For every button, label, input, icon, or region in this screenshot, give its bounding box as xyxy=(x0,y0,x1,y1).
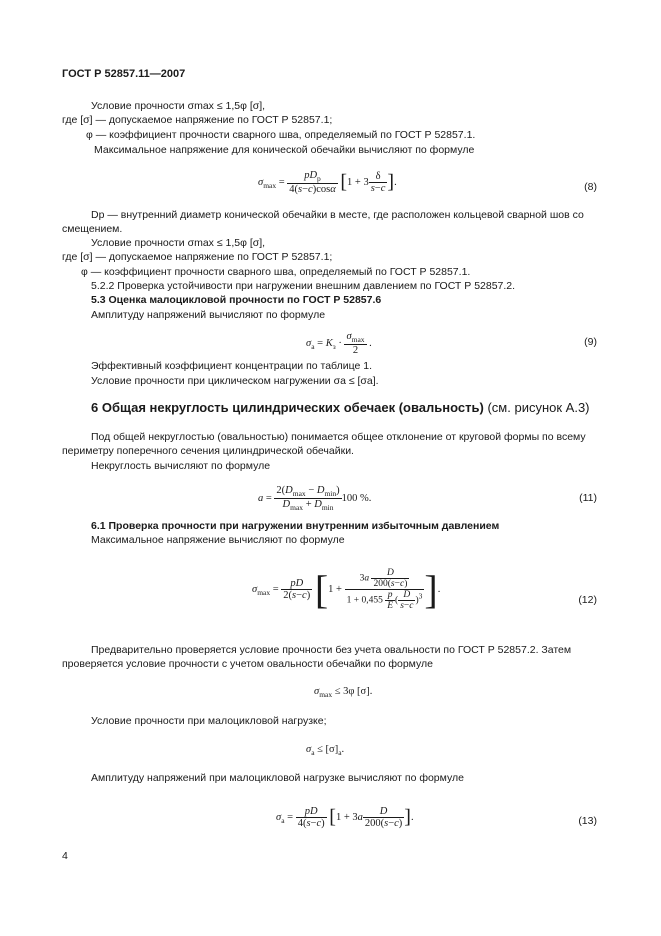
formula-13: $\sigma_a$ = $\frac{pD}{4(s-c)}$ [1 + 3a $\frac{D}{200(s-c)}$ ]. xyxy=(276,806,414,829)
section-6-title: 6 Общая некруглость цилиндрических обечаек (овальность) xyxy=(91,400,484,415)
max-stress-intro: Максимальное напряжение вычисляют по формуле xyxy=(91,534,345,546)
where-allowable-stress-2: где [σ] — допускаемое напряжение по ГОСТ Р 52857.1; xyxy=(62,251,333,263)
section-6-figure-reference: (см. рисунок А.3) xyxy=(487,400,590,415)
formula-12: $\sigma_{max}$ = $\frac{pD}{2(s-c)}$ [1 + 3a $\frac{D}{200(s-c)}$ 1 + 0,455 $\frac{p}{E}$ ( $\frac{D}{s-c}$ )$^3$ ]. xyxy=(252,567,441,612)
conical-max-stress-intro: Максимальное напряжение для конической обечайки вычисляют по формуле xyxy=(94,144,475,156)
equation-number-12: (12) xyxy=(578,594,597,606)
page-number: 4 xyxy=(62,850,68,862)
equation-number-9: (9) xyxy=(584,336,597,348)
concentration-factor-note: Эффективный коэффициент концентрации по таблице 1. xyxy=(91,360,373,372)
formula-8: $\sigma_{max}$ = $\frac{pD_р}{4(s-c)\cos\alpha}$ [1 + 3 $\frac{\delta}{s-c}$ ]. xyxy=(258,170,397,196)
clause-5-2-2: 5.2.2 Проверка устойчивости при нагружении внешним давлением по ГОСТ Р 52857.2. xyxy=(91,280,516,292)
condition-max-stress: $\sigma_{max} \le 3\varphi$ [σ]. xyxy=(314,686,373,700)
preliminary-check-text-continued: проверяется условие прочности с учетом овальности обечайки по формуле xyxy=(62,658,433,670)
ovality-definition-continued: периметру поперечного сечения цилиндрической обечайки. xyxy=(62,445,354,457)
section-6-heading xyxy=(91,400,590,415)
low-cycle-amplitude-intro: Амплитуду напряжений при малоцикловой нагрузке вычисляют по формуле xyxy=(91,772,464,784)
document-code-header: ГОСТ Р 52857.11—2007 xyxy=(62,68,186,80)
equation-number-11: (11) xyxy=(579,492,597,504)
weld-coefficient-1: φ — коэффициент прочности сварного шва, определяемый по ГОСТ Р 52857.1. xyxy=(86,129,476,141)
formula-9: $\sigma_а = K_з$ · $\frac{\sigma_{max}}{2}$ . xyxy=(306,331,372,357)
weld-coefficient-2: φ — коэффициент прочности сварного шва, определяемый по ГОСТ Р 52857.1. xyxy=(81,266,471,278)
formula-11: a = $\frac{2(D_{max} - D_{min})}{D_{max} + D_{min}}$ 100 %. xyxy=(258,485,372,513)
clause-6-1-heading: 6.1 Проверка прочности при нагружении внутренним избыточным давлением xyxy=(91,520,500,532)
preliminary-check-text: Предварительно проверяется условие прочности без учета овальности по ГОСТ Р 52857.2. Затем xyxy=(91,644,572,656)
low-cycle-strength-condition: Условие прочности при малоцикловой нагрузке; xyxy=(91,715,327,727)
ovality-formula-intro: Некруглость вычисляют по формуле xyxy=(91,460,271,472)
ovality-definition: Под общей некруглостью (овальностью) понимается общее отклонение от круговой формы по всему xyxy=(91,431,586,443)
condition-amplitude-stress: $\sigma_a \le [\sigma]_a$. xyxy=(306,744,345,758)
dp-definition-continued: смещением. xyxy=(62,223,123,235)
amplitude-intro: Амплитуду напряжений вычисляют по формуле xyxy=(91,309,326,321)
clause-5-3-heading: 5.3 Оценка малоцикловой прочности по ГОСТ Р 52857.6 xyxy=(91,294,382,306)
equation-number-8: (8) xyxy=(584,181,597,193)
equation-number-13: (13) xyxy=(578,815,597,827)
where-allowable-stress-1: где [σ] — допускаемое напряжение по ГОСТ Р 52857.1; xyxy=(62,114,333,126)
strength-condition-2: Условие прочности σmax ≤ 1,5φ [σ], xyxy=(91,237,266,249)
strength-condition-1: Условие прочности σmax ≤ 1,5φ [σ], xyxy=(91,100,266,112)
dp-definition: Dр — внутренний диаметр конической обечайки в месте, где расположен кольцевой сварной шов со xyxy=(91,209,584,221)
cyclic-strength-condition: Условие прочности при циклическом нагружении σа ≤ [σа]. xyxy=(91,375,379,387)
